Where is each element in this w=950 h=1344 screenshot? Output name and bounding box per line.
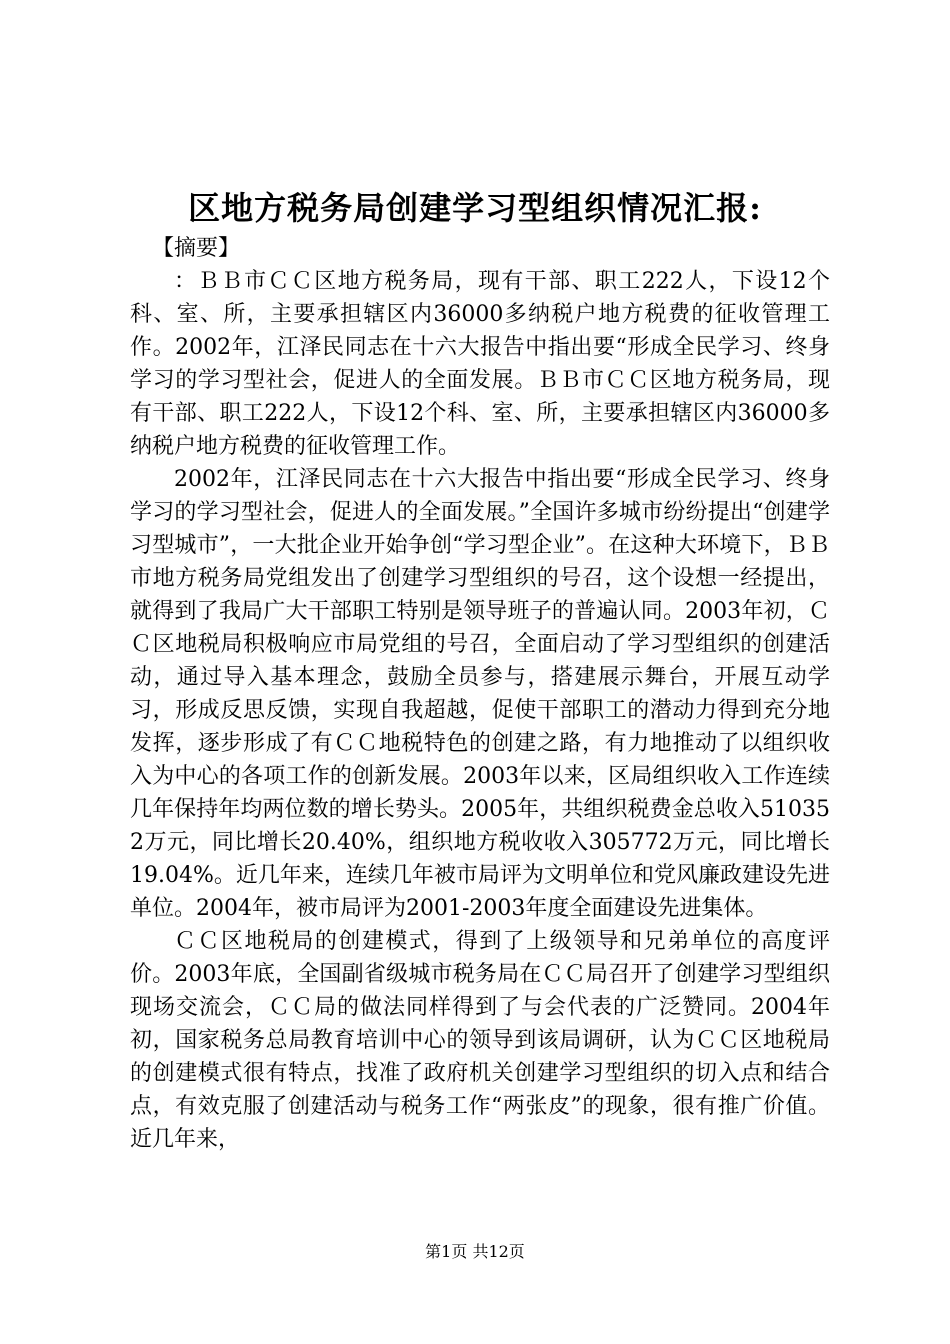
body-paragraph: ＣＣ区地税局的创建模式，得到了上级领导和兄弟单位的高度评价。2003年底，全国副省级城市税务局在ＣＣ局召开了创建学习型组织现场交流会，ＣＣ局的做法同样得到了与会代表的广泛赞同。2004年初，国家税务总局教育培训中心的领导到该局调研，认为ＣＣ区地税局的创建模式很有特点，找准了政府机关创建学习型组织的切入点和结合点，有效克服了创建活动与税务工作“两张皮”的现象，很有推广价值。近几年来， [130,929,830,1152]
abstract-label: 【摘要】 [152,236,241,261]
abstract-text: ：ＢＢ市ＣＣ区地方税务局，现有干部、职工222人，下设12个科、室、所，主要承担辖区内36000多纳税户地方税费的征收管理工作。2002年，江泽民同志在十六大报告中指出要“形成全民学习、终身学习的学习型社会，促进人的全面发展。ＢＢ市ＣＣ区地方税务局，现有干部、职工222人，下设12个科、室、所，主要承担辖区内36000多纳税户地方税费的征收管理工作。 [130,269,830,459]
document-body [130,232,830,1156]
document-title: 区地方税务局创建学习型组织情况汇报: [188,189,762,227]
page-footer: 第1页 共12页 [425,1242,525,1261]
body-paragraph: 2002年，江泽民同志在十六大报告中指出要“形成全民学习、终身学习的学习型社会，促进人的全面发展。”全国许多城市纷纷提出“创建学习型城市”，一大批企业开始争创“学习型企业”。在这种大环境下，ＢＢ市地方税务局党组发出了创建学习型组织的号召，这个设想一经提出，就得到了我局广大干部职工特别是领导班子的普遍认同。2003年初，ＣＣ区地税局积极响应市局党组的号召，全面启动了学习型组织的创建活动，通过导入基本理念，鼓励全员参与，搭建展示舞台，开展互动学习，形成反思反馈，实现自我超越，促使干部职工的潜动力得到充分地发挥，逐步形成了有ＣＣ地税特色的创建之路，有力地推动了以组织收入为中心的各项工作的创新发展。2003年以来，区局组织收入工作连续几年保持年均两位数的增长势头。2005年，共组织税费金总收入510352万元，同比增长20.40%，组织地方税收收入305772万元，同比增长19.04%。近几年来，连续几年被市局评为文明单位和党风廉政建设先进单位。2004年，被市局评为2001-2003年度全面建设先进集体。 [130,467,830,921]
